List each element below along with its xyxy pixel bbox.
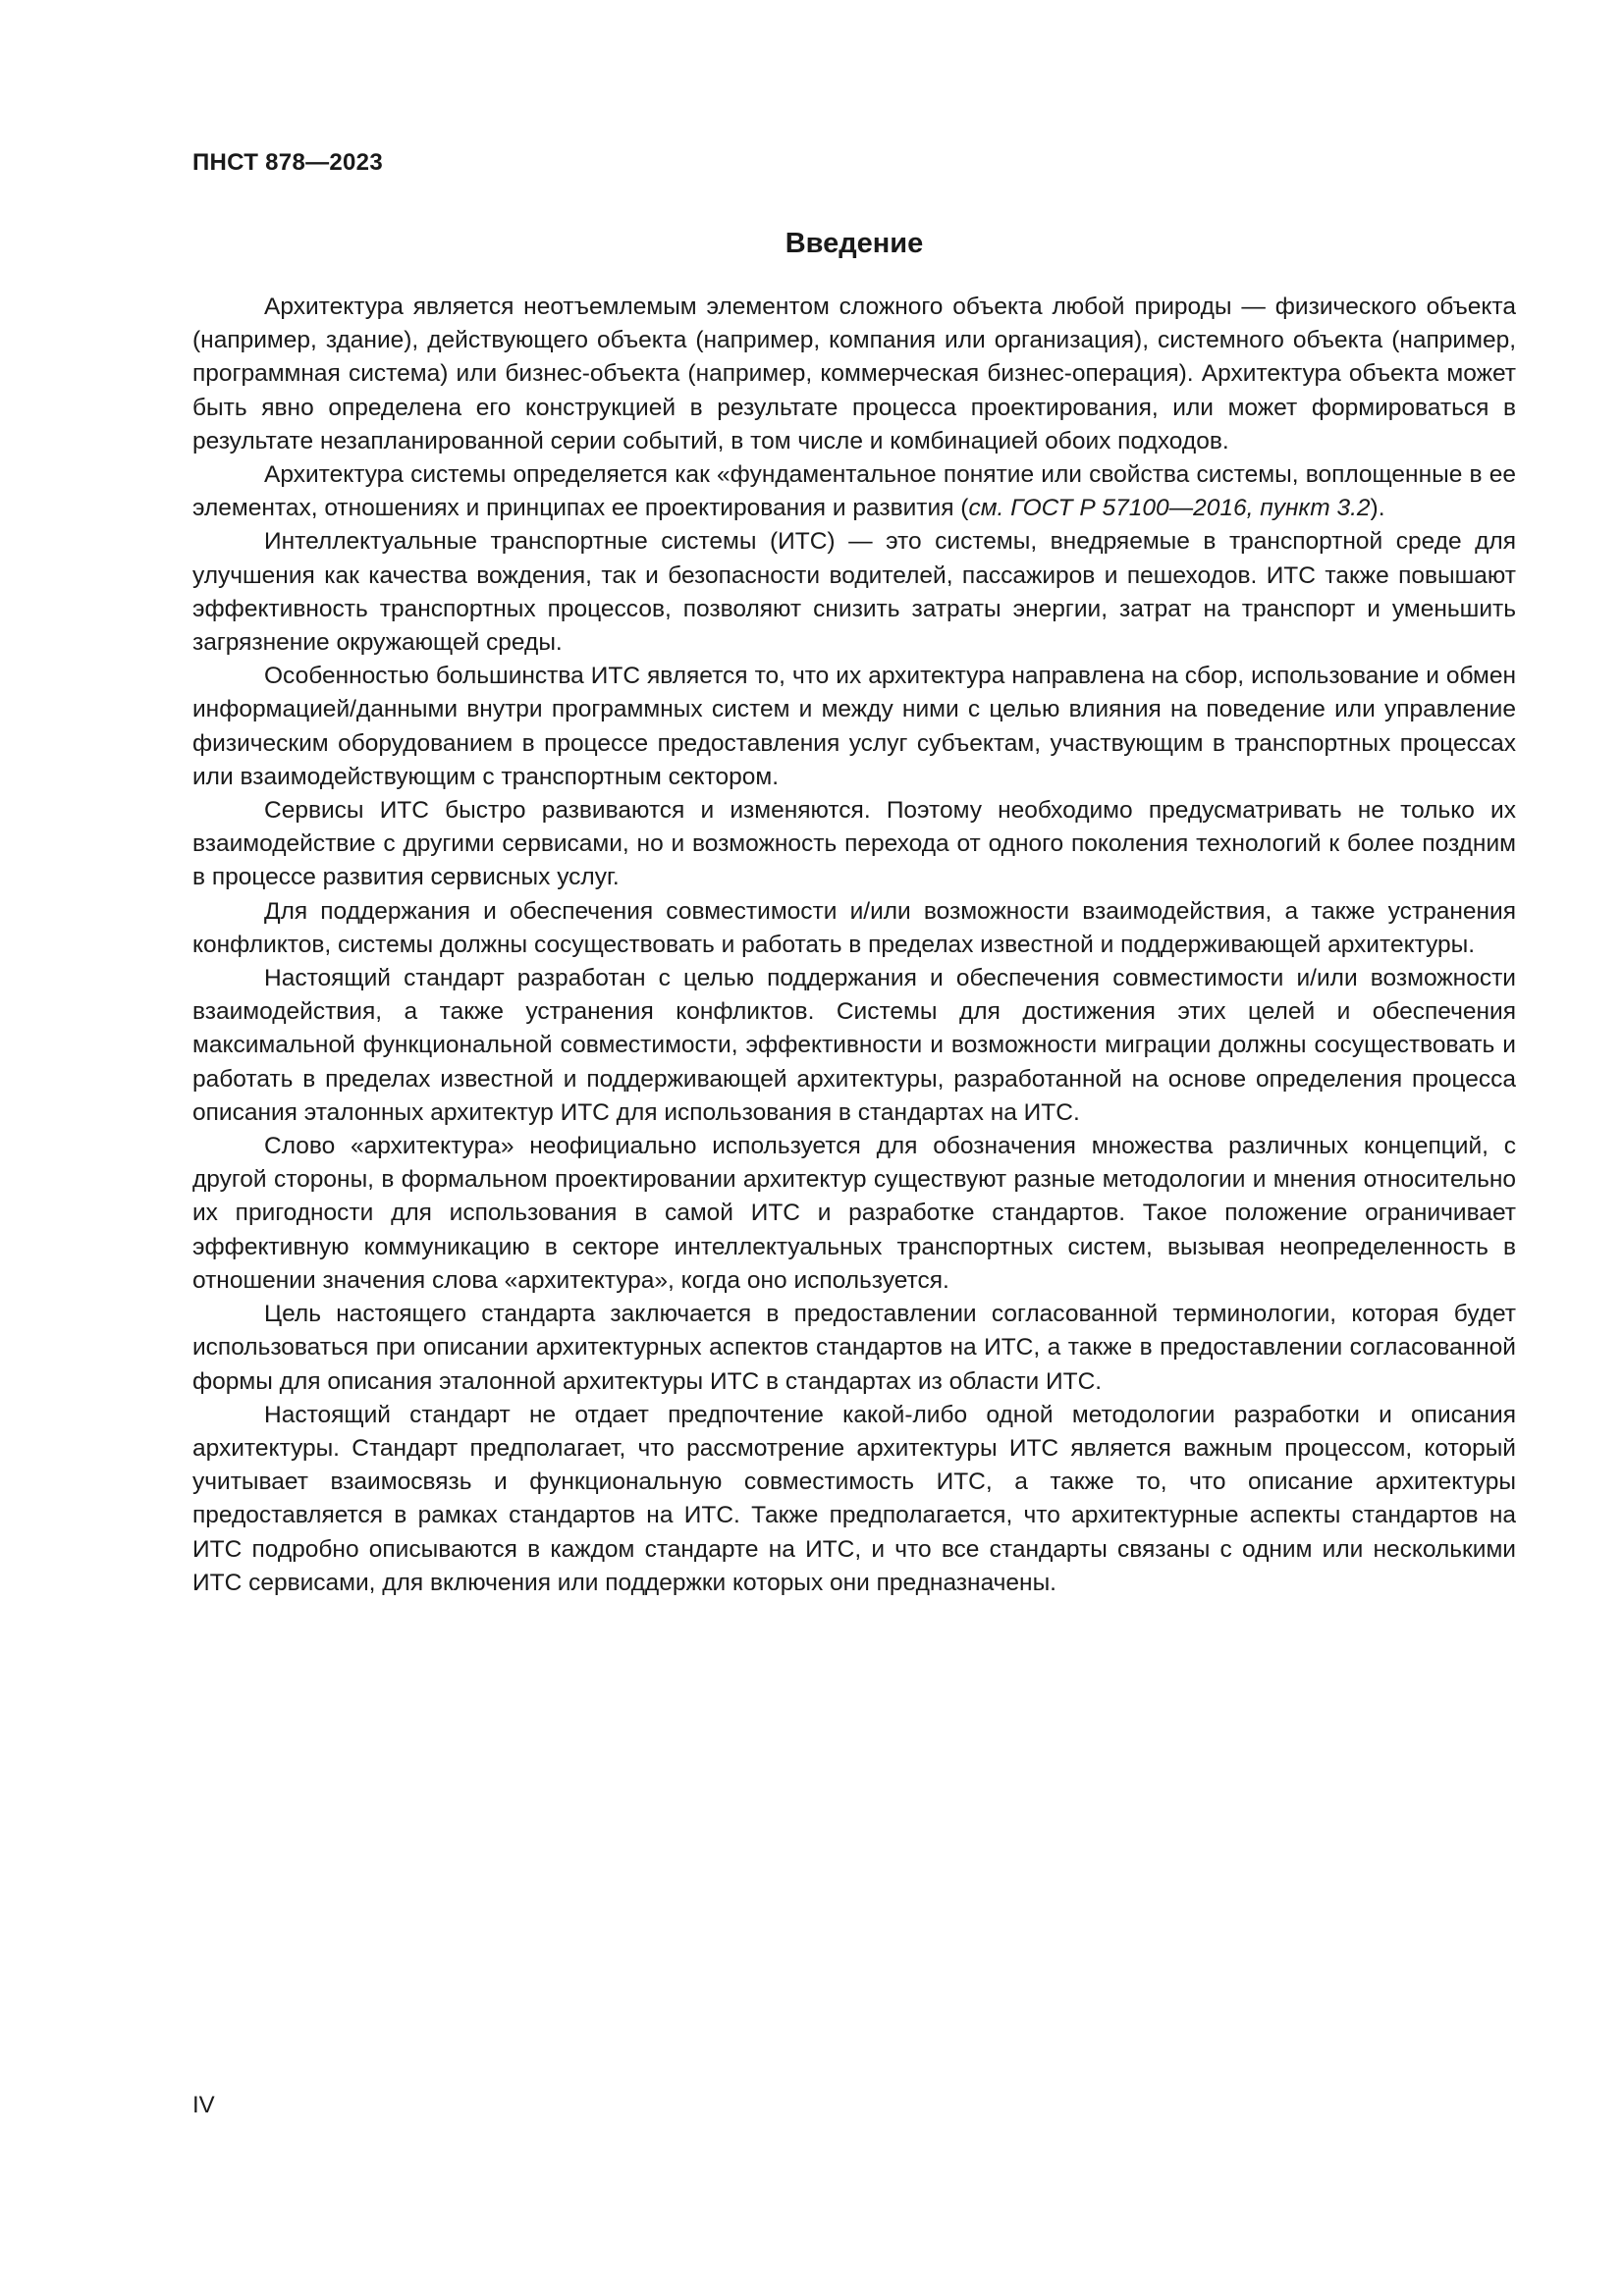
paragraph: Интеллектуальные транспортные системы (ИТС) — это системы, внедряемые в транспортной среде для улучшения как качества вождения, так и безопасности водителей, пассажиров и пешеходов. ИТС также повышают эффективность транспортных процессов, позволяют снизить затраты энергии, затрат на транспорт и уменьшить загрязнение окружающей среды. xyxy=(192,528,1516,657)
paragraph: Слово «архитектура» неофициально используется для обозначения множества различных концепций, с другой стороны, в формальном проектировании архитектур существуют разные методологии и мнения относительно их пригодности для использования в самой ИТС и разработке стандартов. Такое положение ограничивает эффективную коммуникацию в секторе интеллектуальных транспортных систем, вызывая неопределенность в отношении значения слова «архитектура», когда оно используется. xyxy=(192,1133,1516,1294)
paragraph: Сервисы ИТС быстро развиваются и изменяются. Поэтому необходимо предусматривать не только их взаимодействие с другими сервисами, но и возможность перехода от одного поколения технологий к более поздним в процессе развития сервисных услуг. xyxy=(192,797,1516,891)
document-code: ПНСТ 878—2023 xyxy=(192,149,383,176)
paragraph: Цель настоящего стандарта заключается в предоставлении согласованной терминологии, которая будет использоваться при описании архитектурных аспектов стандартов на ИТС, а также в предоставлении согласованной формы для описания эталонной архитектуры ИТС в стандартах из области ИТС. xyxy=(192,1301,1516,1395)
definition-text: Архитектура системы определяется как «фундаментальное понятие или свойства системы, воплощенные в ее элементах, отношениях и принципах ее проектирования и развития ( xyxy=(192,461,1516,522)
section-title: Введение xyxy=(785,228,924,259)
standard-reference: см. ГОСТ Р 57100—2016, пункт 3.2 xyxy=(968,495,1371,522)
paragraph: Настоящий стандарт не отдает предпочтение какой-либо одной методологии разработки и описания архитектуры. Стандарт предполагает, что рассмотрение архитектуры ИТС является важным процессом, который учитывает взаимосвязь и функциональную совместимость ИТС, а также то, что описание архитектуры предоставляется в рамках стандартов на ИТС. Также предполагается, что архитектурные аспекты стандартов на ИТС подробно описываются в каждом стандарте на ИТС, и что все стандарты связаны с одним или несколькими ИТС сервисами, для включения или поддержки которых они предназначены. xyxy=(192,1401,1516,1596)
introduction-text xyxy=(192,291,1516,1600)
page-number: IV xyxy=(192,2092,215,2118)
paragraph-definition xyxy=(192,458,1516,525)
paragraph: Архитектура является неотъемлемым элементом сложного объекта любой природы — физического объекта (например, здание), действующего объекта (например, компания или организация), системного объекта (например, программная система) или бизнес-объекта (например, коммерческая бизнес-операция). Архитектура объекта может быть явно определена его конструкцией в результате процесса проектирования, или может формироваться в результате незапланированной серии событий, в том числе и комбинацией обоих подходов. xyxy=(192,294,1516,454)
paragraph: Особенностью большинства ИТС является то, что их архитектура направлена на сбор, использование и обмен информацией/данными внутри программных систем и между ними с целью влияния на поведение или управление физическим оборудованием в процессе предоставления услуг субъектам, участвующим в транспортных процессах или взаимодействующим с транспортным сектором. xyxy=(192,663,1516,790)
definition-closing: ). xyxy=(1370,495,1385,522)
paragraph: Для поддержания и обеспечения совместимости и/или возможности взаимодействия, а также устранения конфликтов, системы должны сосуществовать и работать в пределах известной и поддерживающей архитектуры. xyxy=(192,897,1516,958)
paragraph: Настоящий стандарт разработан с целью поддержания и обеспечения совместимости и/или возможности взаимодействия, а также устранения конфликтов. Системы для достижения этих целей и обеспечения максимальной функциональной совместимости, эффективности и возможности миграции должны сосуществовать и работать в пределах известной и поддерживающей архитектуры, разработанной на основе определения процесса описания эталонных архитектур ИТС для использования в стандартах на ИТС. xyxy=(192,965,1516,1126)
